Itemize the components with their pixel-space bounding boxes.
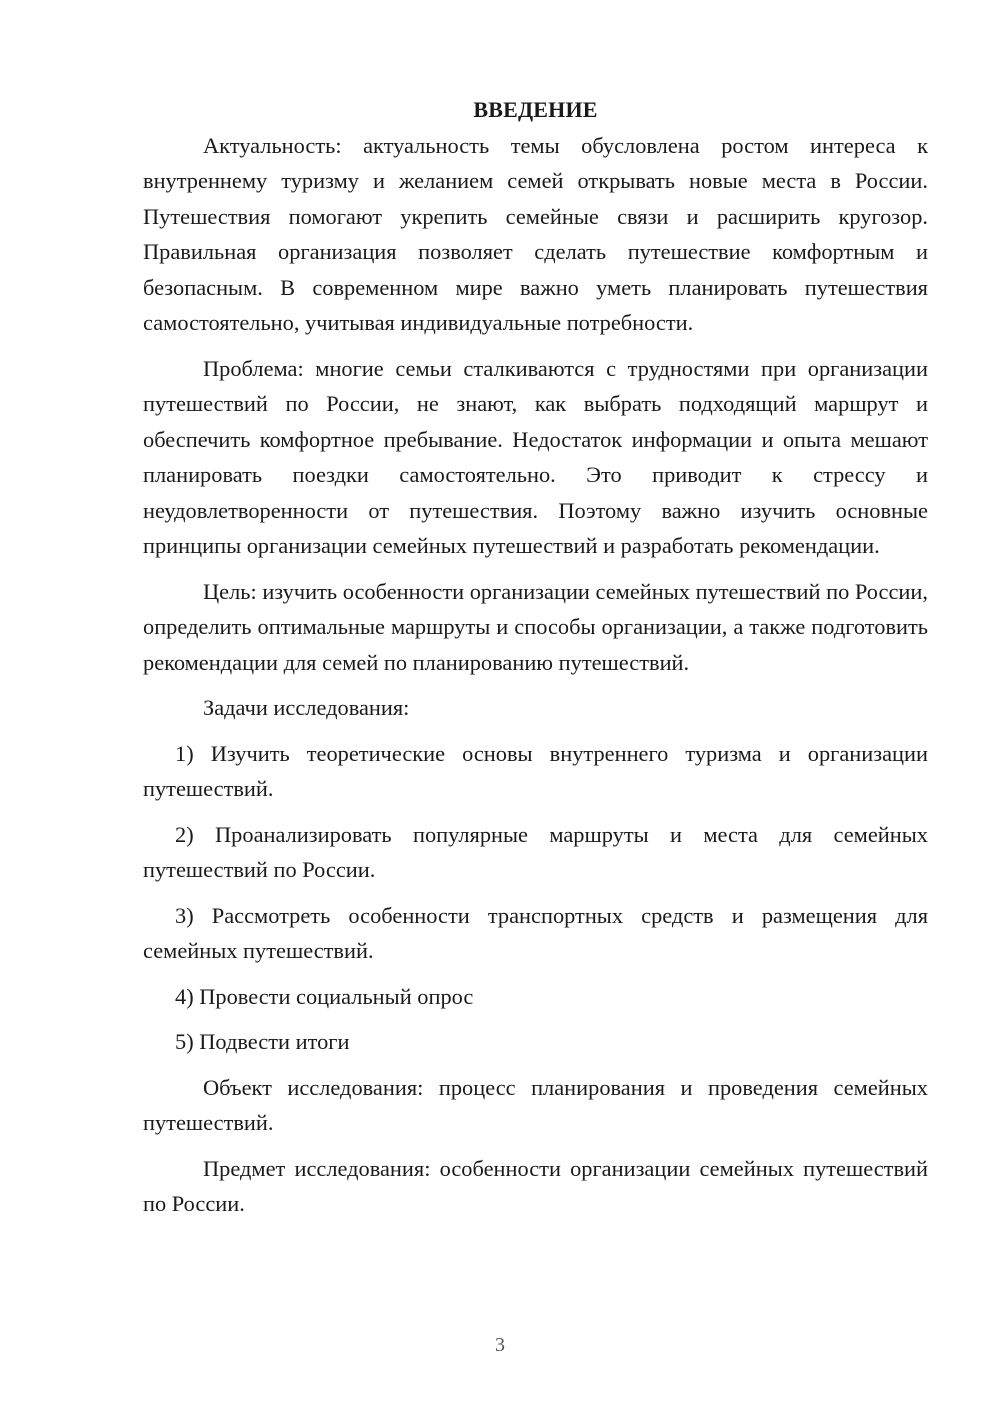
object-paragraph: Объект исследования: процесс планирования и проведения семейных путешествий. bbox=[143, 1074, 928, 1135]
task-item-1: 1) Изучить теоретические основы внутреннего туризма и организации путешествий. bbox=[143, 740, 928, 801]
task-item-4: 4) Провести социальный опрос bbox=[175, 983, 474, 1009]
subject-paragraph: Предмет исследования: особенности организации семейных путешествий по России. bbox=[143, 1155, 928, 1216]
relevance-paragraph: Актуальность: актуальность темы обусловлена ростом интереса к внутреннему туризму и желанием семей открывать новые места в России. Путешествия помогают укрепить семейные связи и расширить кругозор. Правильная организация позволяет сделать путешествие комфортным и безопасным. В современном мире важно уметь планировать путешествия самостоятельно, учитывая индивидуальные потребности. bbox=[143, 132, 928, 335]
section-title: ВВЕДЕНИЕ bbox=[473, 97, 598, 122]
task-item-5: 5) Подвести итоги bbox=[175, 1029, 350, 1054]
page-content bbox=[143, 92, 928, 1222]
problem-paragraph: Проблема: многие семьи сталкиваются с трудностями при организации путешествий по России, не знают, как выбрать подходящий маршрут и обеспечить комфортное пребывание. Недостаток информации и опыта мешают планировать поездки самостоятельно. Это приводит к стрессу и неудовлетворенности от путешествия. Поэтому важно изучить основные принципы организации семейных путешествий и разработать рекомендации. bbox=[143, 355, 928, 558]
page-number: 3 bbox=[495, 1334, 505, 1356]
task-item-3: 3) Рассмотреть особенности транспортных средств и размещения для семейных путешествий. bbox=[143, 902, 928, 963]
tasks-heading: Задачи исследования: bbox=[203, 695, 410, 720]
goal-paragraph: Цель: изучить особенности организации семейных путешествий по России, определить оптимальные маршруты и способы организации, а также подготовить рекомендации для семей по планированию путешествий. bbox=[143, 578, 928, 675]
task-item-2: 2) Проанализировать популярные маршруты и места для семейных путешествий по России. bbox=[143, 821, 928, 882]
